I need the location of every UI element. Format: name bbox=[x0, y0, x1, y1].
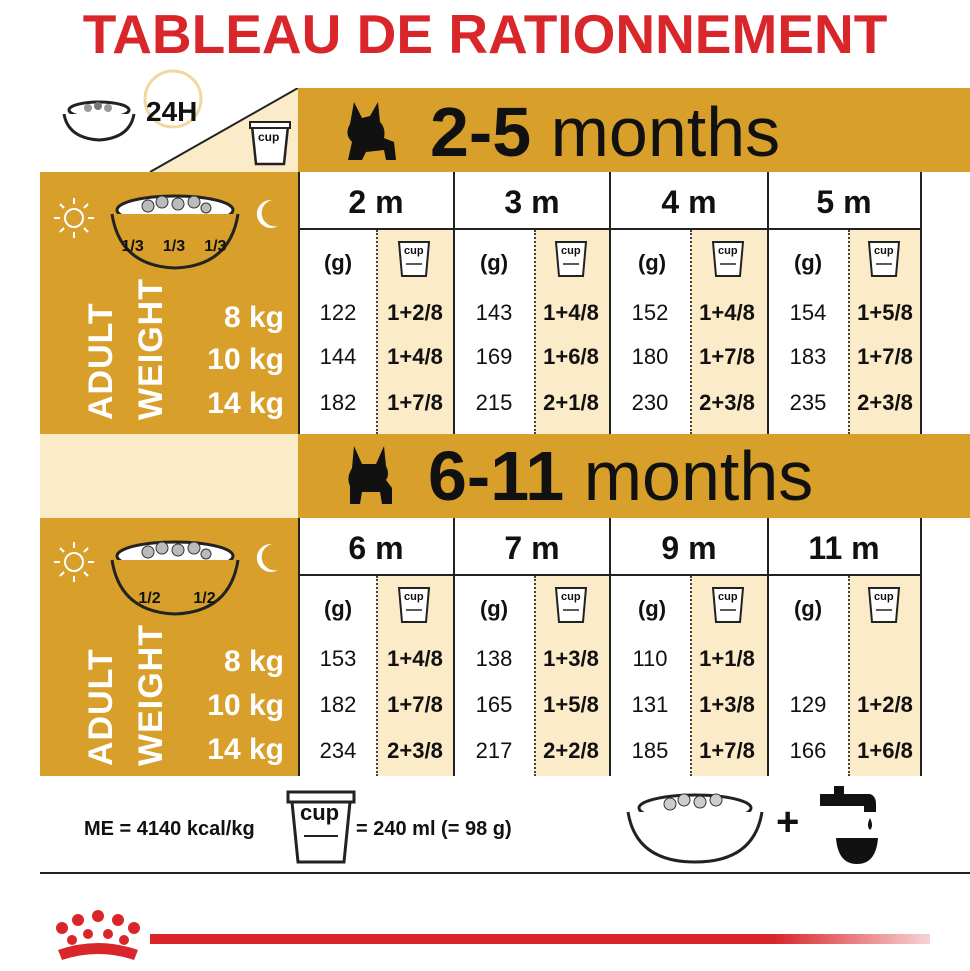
side-label-weight: WEIGHT bbox=[132, 624, 170, 766]
cups-value: 1+5/8 bbox=[543, 692, 599, 717]
band-title bbox=[430, 94, 780, 170]
grams-value: 110 bbox=[632, 646, 668, 671]
bowl-icon-split bbox=[100, 180, 250, 276]
gram-unit: (g) bbox=[793, 596, 823, 621]
weight-14kg: 14 kg bbox=[207, 387, 284, 420]
col-head: 7 m bbox=[504, 530, 560, 566]
grams-value: 234 bbox=[319, 738, 357, 763]
cups-value: 1+4/8 bbox=[699, 300, 755, 325]
cups-value: 1+2/8 bbox=[857, 692, 913, 717]
grams-value: 138 bbox=[475, 646, 513, 671]
fraction: 1/3 bbox=[162, 238, 186, 255]
cup-icon bbox=[553, 236, 589, 278]
grams-value: 169 bbox=[475, 344, 513, 369]
col-head: 5 m bbox=[816, 184, 872, 220]
cups-value: 1+4/8 bbox=[387, 344, 443, 369]
cup-icon bbox=[710, 582, 746, 624]
band-word: months bbox=[550, 93, 781, 171]
gram-unit: (g) bbox=[793, 250, 823, 275]
grams-value: 143 bbox=[475, 300, 513, 325]
cup-label: cup bbox=[718, 245, 738, 257]
col-head: 3 m bbox=[504, 184, 560, 220]
weight-8kg: 8 kg bbox=[223, 301, 284, 334]
dog-icon bbox=[342, 442, 402, 508]
grams-value: 217 bbox=[475, 738, 513, 763]
band-word: months bbox=[583, 437, 814, 515]
grams-value: 180 bbox=[631, 344, 669, 369]
grams-value: 235 bbox=[789, 390, 827, 415]
grams-value: 129 bbox=[789, 692, 827, 717]
cups-value: 2+3/8 bbox=[857, 390, 913, 415]
cup-label: cup bbox=[404, 591, 424, 603]
dog-icon bbox=[340, 98, 400, 164]
footer-divider bbox=[40, 872, 970, 874]
weight-8kg: 8 kg bbox=[223, 645, 284, 678]
grams-value: 144 bbox=[319, 344, 357, 369]
cup-label: cup bbox=[874, 591, 894, 603]
cups-value: 1+7/8 bbox=[387, 390, 443, 415]
cup-equivalent: = 240 ml (= 98 g) bbox=[356, 818, 512, 840]
cups-value: 1+7/8 bbox=[699, 344, 755, 369]
moon-icon bbox=[252, 196, 282, 232]
cups-value: 1+3/8 bbox=[699, 692, 755, 717]
cups-value: 1+4/8 bbox=[543, 300, 599, 325]
cup-icon bbox=[396, 582, 432, 624]
cups-value: 1+6/8 bbox=[857, 738, 913, 763]
cups-value: 1+7/8 bbox=[387, 692, 443, 717]
gram-unit: (g) bbox=[323, 250, 353, 275]
cups-value: 1+2/8 bbox=[387, 300, 443, 325]
fraction: 1/3 bbox=[204, 238, 227, 255]
bowl-icon bbox=[58, 98, 140, 144]
cups-value: 1+6/8 bbox=[543, 344, 599, 369]
grams-value: 153 bbox=[319, 646, 357, 671]
cups-value: 1+3/8 bbox=[543, 646, 599, 671]
grams-value: 215 bbox=[475, 390, 513, 415]
cup-icon bbox=[710, 236, 746, 278]
cup-label: cup bbox=[404, 245, 424, 257]
sun-icon bbox=[52, 540, 96, 584]
header-24h: 24H bbox=[146, 96, 198, 127]
grams-value: 131 bbox=[631, 692, 669, 717]
cup-icon bbox=[553, 582, 589, 624]
col-head: 2 m bbox=[348, 184, 404, 220]
band-title bbox=[428, 438, 813, 514]
weight-10kg: 10 kg bbox=[207, 689, 284, 722]
cups-value: 1+7/8 bbox=[857, 344, 913, 369]
gram-unit: (g) bbox=[323, 596, 353, 621]
cups-value: 2+1/8 bbox=[543, 390, 599, 415]
band-number: 6-11 bbox=[428, 437, 565, 515]
grams-value: 185 bbox=[631, 738, 669, 763]
side-label-adult: ADULT bbox=[82, 302, 120, 420]
cup-icon bbox=[866, 582, 902, 624]
weight-14kg: 14 kg bbox=[207, 733, 284, 766]
gram-unit: (g) bbox=[637, 596, 667, 621]
side-label-weight: WEIGHT bbox=[132, 278, 170, 420]
cups-value: 1+7/8 bbox=[699, 738, 755, 763]
cup-label: cup bbox=[300, 800, 340, 825]
gram-unit: (g) bbox=[479, 596, 509, 621]
plus-sign: + bbox=[776, 800, 800, 844]
fraction: 1/3 bbox=[121, 238, 144, 255]
spacer-cream bbox=[40, 434, 298, 518]
water-tap-icon bbox=[812, 784, 882, 868]
grams-value: 183 bbox=[789, 344, 827, 369]
grams-value: 152 bbox=[631, 300, 669, 325]
cups-value: 1+5/8 bbox=[857, 300, 913, 325]
fraction-row-2 bbox=[122, 590, 232, 608]
cups-value: 2+2/8 bbox=[543, 738, 599, 763]
weight-10kg: 10 kg bbox=[207, 343, 284, 376]
grams-value: 230 bbox=[631, 390, 669, 415]
fraction: 1/2 bbox=[138, 590, 161, 607]
cups-value: 2+3/8 bbox=[387, 738, 443, 763]
grams-value: 182 bbox=[319, 390, 357, 415]
grams-value: 182 bbox=[319, 692, 357, 717]
gram-unit: (g) bbox=[479, 250, 509, 275]
moon-icon bbox=[252, 540, 282, 576]
fraction: 1/2 bbox=[193, 590, 216, 607]
cup-label: cup bbox=[718, 591, 738, 603]
bowl-icon-footer bbox=[620, 786, 770, 866]
cup-icon bbox=[396, 236, 432, 278]
grams-value: 166 bbox=[789, 738, 827, 763]
cup-label: cup bbox=[561, 245, 581, 257]
gram-unit: (g) bbox=[637, 250, 667, 275]
cups-value: 1+4/8 bbox=[387, 646, 443, 671]
side-label-adult: ADULT bbox=[82, 648, 120, 766]
cup-label: cup bbox=[561, 591, 581, 603]
grams-value: 122 bbox=[319, 300, 357, 325]
cup-icon bbox=[866, 236, 902, 278]
cup-label: cup bbox=[258, 130, 280, 144]
fraction-row-1 bbox=[112, 238, 236, 256]
grams-value: 165 bbox=[475, 692, 513, 717]
me-value: ME = 4140 kcal/kg bbox=[84, 818, 255, 840]
cup-label: cup bbox=[874, 245, 894, 257]
royal-canin-crown-logo bbox=[48, 906, 148, 966]
col-head: 11 m bbox=[808, 530, 880, 566]
band-number: 2-5 bbox=[430, 93, 532, 171]
grams-value: 154 bbox=[789, 300, 827, 325]
page-title: TABLEAU DE RATIONNEMENT bbox=[82, 3, 888, 65]
col-head: 9 m bbox=[661, 530, 717, 566]
col-head: 6 m bbox=[348, 530, 404, 566]
sun-icon bbox=[52, 196, 96, 240]
cups-value: 2+3/8 bbox=[699, 390, 755, 415]
col-head: 4 m bbox=[661, 184, 717, 220]
red-footer-line bbox=[150, 934, 930, 944]
cups-value: 1+1/8 bbox=[699, 646, 755, 671]
